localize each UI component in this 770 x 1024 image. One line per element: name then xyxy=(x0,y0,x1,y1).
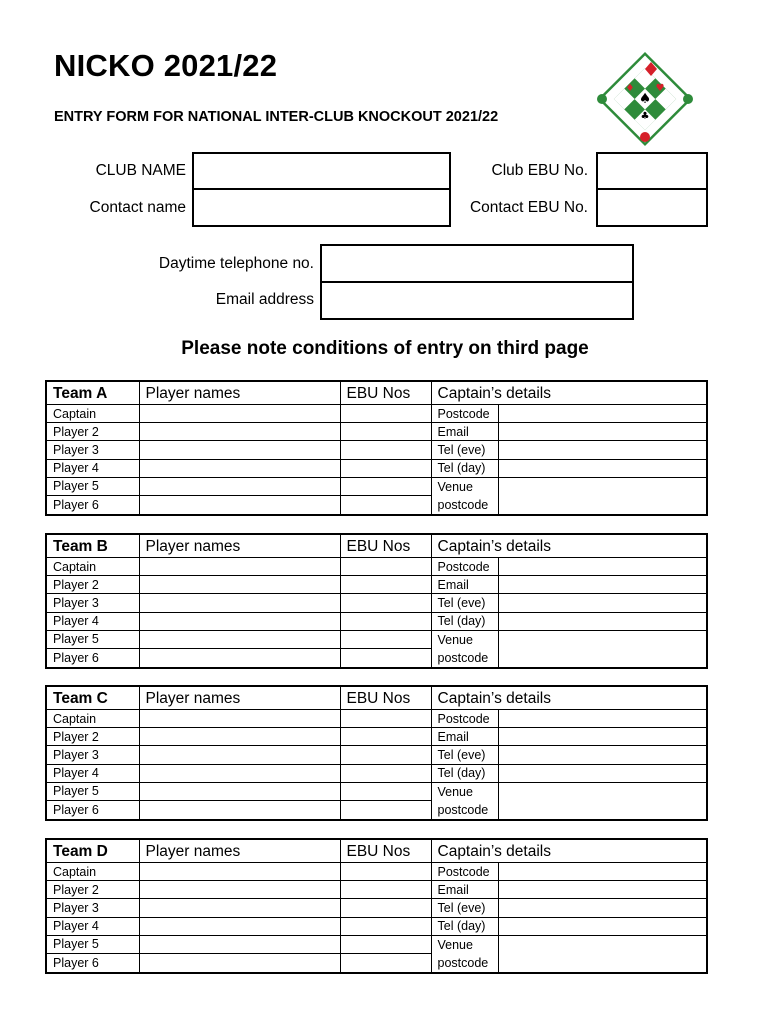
captain-field-value[interactable] xyxy=(498,935,707,973)
captain-field-value[interactable] xyxy=(498,881,707,899)
captain-field-label: Postcode xyxy=(431,558,498,576)
svg-text:♥: ♥ xyxy=(655,83,665,94)
contact-name-label: Contact name xyxy=(89,199,186,216)
team-table xyxy=(45,380,708,516)
team-table xyxy=(45,533,708,669)
player-name-cell[interactable] xyxy=(139,801,340,820)
row-label: Player 4 xyxy=(46,612,139,630)
page-title: NICKO 2021/22 xyxy=(54,48,278,83)
ebu-nos-header: EBU Nos xyxy=(340,686,431,710)
email-label: Email address xyxy=(215,291,314,308)
ebu-no-cell[interactable] xyxy=(340,558,431,576)
captain-field-value[interactable] xyxy=(498,863,707,881)
captain-details-header: Captain’s details xyxy=(431,381,707,405)
player-name-cell[interactable] xyxy=(139,746,340,764)
conditions-notice: Please note conditions of entry on third page xyxy=(181,338,589,359)
player-name-cell[interactable] xyxy=(139,954,340,973)
captain-field-label: Postcode xyxy=(431,863,498,881)
player-name-cell[interactable] xyxy=(139,594,340,612)
row-label: Player 6 xyxy=(46,954,139,973)
player-name-cell[interactable] xyxy=(139,863,340,881)
row-label: Captain xyxy=(46,405,139,423)
player-name-cell[interactable] xyxy=(139,728,340,746)
player-name-cell[interactable] xyxy=(139,405,340,423)
captain-field-label: Postcode xyxy=(431,405,498,423)
captain-field-value[interactable] xyxy=(498,558,707,576)
player-name-cell[interactable] xyxy=(139,881,340,899)
team-table xyxy=(45,838,708,974)
row-label: Player 5 xyxy=(46,935,139,953)
ebu-no-cell[interactable] xyxy=(340,477,431,495)
row-label: Player 6 xyxy=(46,801,139,820)
row-label: Player 5 xyxy=(46,630,139,648)
player-name-cell[interactable] xyxy=(139,630,340,648)
ebu-nos-header: EBU Nos xyxy=(340,534,431,558)
captain-field-value[interactable] xyxy=(498,764,707,782)
row-label: Player 3 xyxy=(46,746,139,764)
form-subtitle: ENTRY FORM FOR NATIONAL INTER-CLUB KNOCKOUT 2021/22 xyxy=(54,109,499,125)
captain-field-value[interactable] xyxy=(498,423,707,441)
player-names-header: Player names xyxy=(139,381,340,405)
row-label: Player 3 xyxy=(46,441,139,459)
email-field[interactable] xyxy=(320,281,634,320)
ebu-no-cell[interactable] xyxy=(340,594,431,612)
ebu-no-cell[interactable] xyxy=(340,441,431,459)
ebu-no-cell[interactable] xyxy=(340,728,431,746)
player-name-cell[interactable] xyxy=(139,935,340,953)
captain-field-label: Tel (day) xyxy=(431,764,498,782)
captain-details-header: Captain’s details xyxy=(431,686,707,710)
ebu-no-cell[interactable] xyxy=(340,746,431,764)
player-name-cell[interactable] xyxy=(139,423,340,441)
captain-field-label: Venue postcode xyxy=(431,782,498,820)
team-name: Team D xyxy=(46,839,139,863)
team-table xyxy=(45,685,708,821)
player-name-cell[interactable] xyxy=(139,710,340,728)
row-label: Player 2 xyxy=(46,423,139,441)
ebu-logo xyxy=(590,51,700,147)
row-label: Player 5 xyxy=(46,782,139,800)
captain-field-label: Tel (eve) xyxy=(431,746,498,764)
ebu-no-cell[interactable] xyxy=(340,863,431,881)
captain-details-header: Captain’s details xyxy=(431,534,707,558)
captain-field-label: Email xyxy=(431,423,498,441)
team-name: Team A xyxy=(46,381,139,405)
contact-ebu-field[interactable] xyxy=(596,188,708,227)
captain-field-value[interactable] xyxy=(498,477,707,515)
ebu-no-cell[interactable] xyxy=(340,954,431,973)
club-name-field[interactable] xyxy=(192,152,451,190)
captain-field-label: Venue postcode xyxy=(431,477,498,515)
telephone-field[interactable] xyxy=(320,244,634,283)
ebu-no-cell[interactable] xyxy=(340,496,431,515)
captain-details-header: Captain’s details xyxy=(431,839,707,863)
captain-field-value[interactable] xyxy=(498,630,707,668)
club-name-label: CLUB NAME xyxy=(95,162,186,179)
player-name-cell[interactable] xyxy=(139,782,340,800)
captain-field-value[interactable] xyxy=(498,612,707,630)
captain-field-value[interactable] xyxy=(498,710,707,728)
svg-text:♣: ♣ xyxy=(640,111,650,122)
ebu-no-cell[interactable] xyxy=(340,423,431,441)
row-label: Player 2 xyxy=(46,881,139,899)
ebu-no-cell[interactable] xyxy=(340,935,431,953)
row-label: Player 2 xyxy=(46,576,139,594)
captain-field-value[interactable] xyxy=(498,728,707,746)
player-name-cell[interactable] xyxy=(139,477,340,495)
row-label: Player 5 xyxy=(46,477,139,495)
player-name-cell[interactable] xyxy=(139,612,340,630)
captain-field-label: Tel (eve) xyxy=(431,441,498,459)
ebu-no-cell[interactable] xyxy=(340,764,431,782)
captain-field-value[interactable] xyxy=(498,576,707,594)
player-name-cell[interactable] xyxy=(139,899,340,917)
player-names-header: Player names xyxy=(139,686,340,710)
row-label: Captain xyxy=(46,710,139,728)
team-name: Team B xyxy=(46,534,139,558)
captain-field-value[interactable] xyxy=(498,459,707,477)
ebu-no-cell[interactable] xyxy=(340,917,431,935)
ebu-no-cell[interactable] xyxy=(340,630,431,648)
ebu-no-cell[interactable] xyxy=(340,649,431,668)
club-ebu-label: Club EBU No. xyxy=(491,162,588,179)
svg-text:♦: ♦ xyxy=(625,83,635,94)
ebu-no-cell[interactable] xyxy=(340,576,431,594)
club-ebu-field[interactable] xyxy=(596,152,708,190)
row-label: Player 3 xyxy=(46,594,139,612)
player-name-cell[interactable] xyxy=(139,558,340,576)
ebu-no-cell[interactable] xyxy=(340,881,431,899)
ebu-no-cell[interactable] xyxy=(340,612,431,630)
row-label: Player 4 xyxy=(46,764,139,782)
captain-field-value[interactable] xyxy=(498,899,707,917)
captain-field-label: Tel (day) xyxy=(431,612,498,630)
captain-field-label: Tel (day) xyxy=(431,917,498,935)
player-name-cell[interactable] xyxy=(139,649,340,668)
ebu-no-cell[interactable] xyxy=(340,405,431,423)
ebu-nos-header: EBU Nos xyxy=(340,839,431,863)
ebu-nos-header: EBU Nos xyxy=(340,381,431,405)
captain-field-label: Email xyxy=(431,576,498,594)
svg-text:♠: ♠ xyxy=(638,91,652,107)
player-name-cell[interactable] xyxy=(139,496,340,515)
captain-field-label: Tel (eve) xyxy=(431,899,498,917)
ebu-no-cell[interactable] xyxy=(340,782,431,800)
captain-field-value[interactable] xyxy=(498,405,707,423)
ebu-no-cell[interactable] xyxy=(340,459,431,477)
captain-field-label: Venue postcode xyxy=(431,630,498,668)
ebu-no-cell[interactable] xyxy=(340,710,431,728)
player-names-header: Player names xyxy=(139,534,340,558)
player-name-cell[interactable] xyxy=(139,576,340,594)
row-label: Player 3 xyxy=(46,899,139,917)
captain-field-value[interactable] xyxy=(498,746,707,764)
captain-field-label: Venue postcode xyxy=(431,935,498,973)
ebu-no-cell[interactable] xyxy=(340,899,431,917)
telephone-label: Daytime telephone no. xyxy=(158,255,314,272)
captain-field-label: Postcode xyxy=(431,710,498,728)
player-name-cell[interactable] xyxy=(139,441,340,459)
captain-field-label: Tel (day) xyxy=(431,459,498,477)
captain-field-label: Tel (eve) xyxy=(431,594,498,612)
contact-name-field[interactable] xyxy=(192,188,451,227)
contact-ebu-label: Contact EBU No. xyxy=(469,199,588,216)
row-label: Player 2 xyxy=(46,728,139,746)
captain-field-label: Email xyxy=(431,881,498,899)
row-label: Player 6 xyxy=(46,649,139,668)
player-name-cell[interactable] xyxy=(139,764,340,782)
row-label: Player 6 xyxy=(46,496,139,515)
row-label: Captain xyxy=(46,863,139,881)
captain-field-label: Email xyxy=(431,728,498,746)
row-label: Player 4 xyxy=(46,459,139,477)
team-name: Team C xyxy=(46,686,139,710)
player-names-header: Player names xyxy=(139,839,340,863)
captain-field-value[interactable] xyxy=(498,594,707,612)
ebu-no-cell[interactable] xyxy=(340,801,431,820)
row-label: Player 4 xyxy=(46,917,139,935)
captain-field-value[interactable] xyxy=(498,782,707,820)
player-name-cell[interactable] xyxy=(139,917,340,935)
player-name-cell[interactable] xyxy=(139,459,340,477)
row-label: Captain xyxy=(46,558,139,576)
captain-field-value[interactable] xyxy=(498,441,707,459)
captain-field-value[interactable] xyxy=(498,917,707,935)
